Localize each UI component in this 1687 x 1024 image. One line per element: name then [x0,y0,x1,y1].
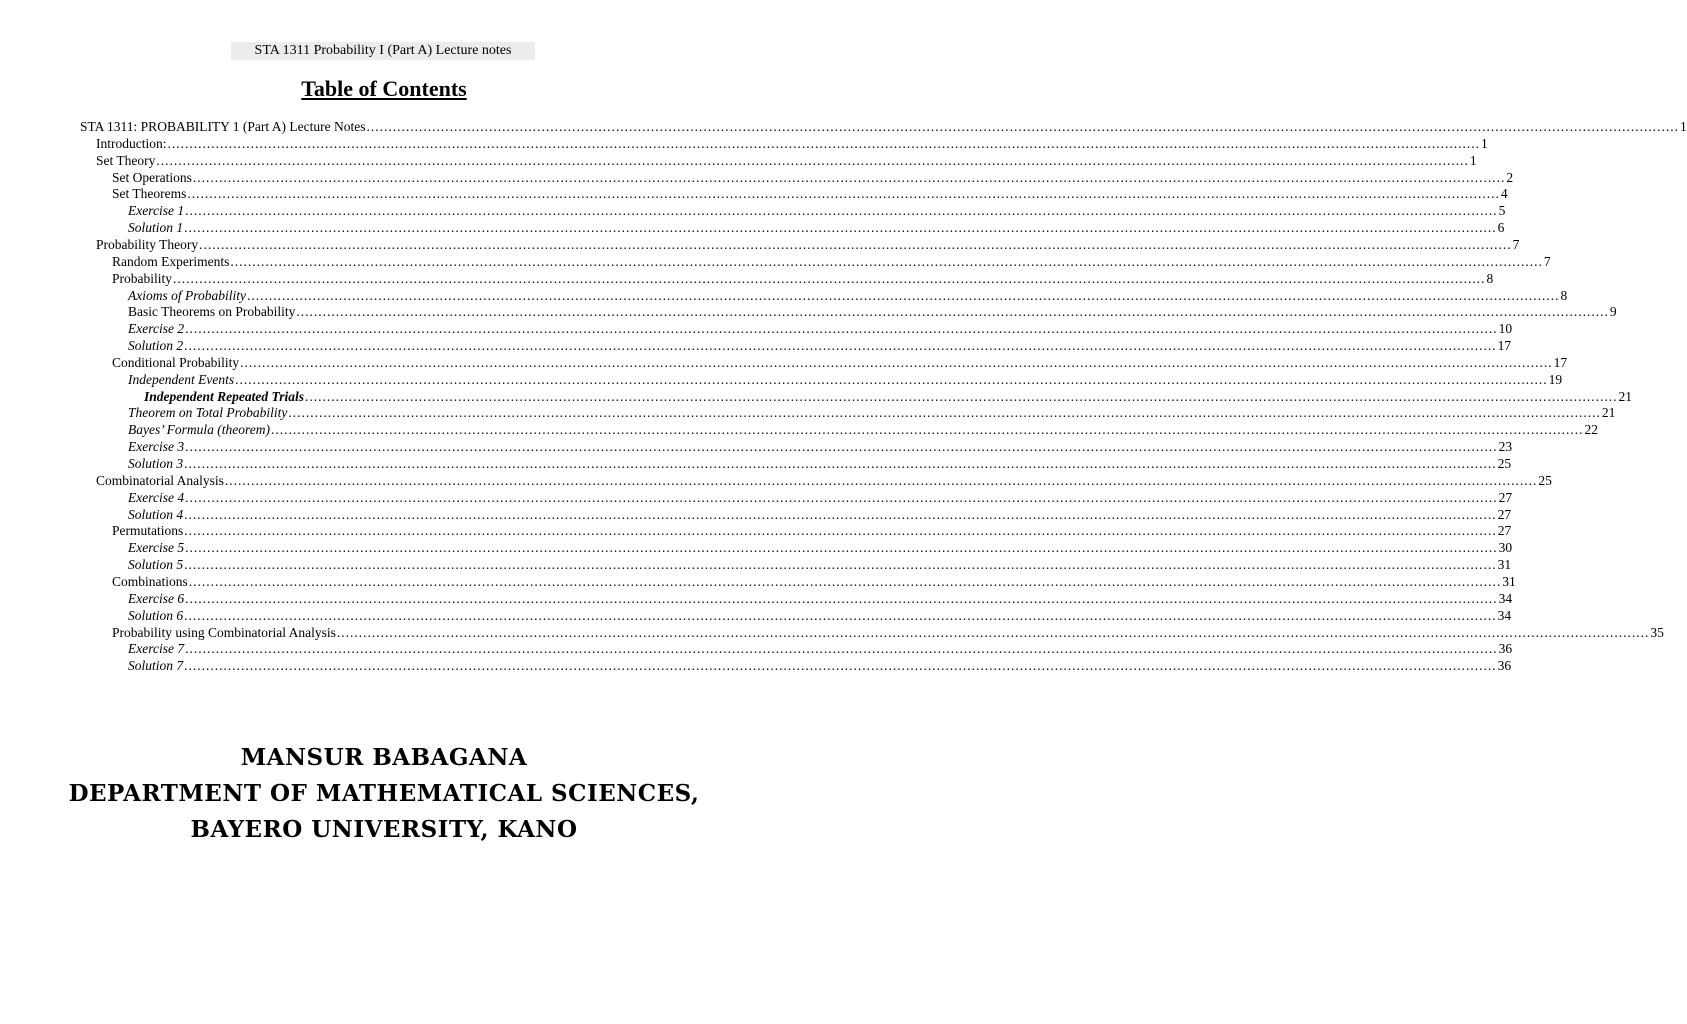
toc-entry-label: Exercise 3 [128,439,185,455]
toc-entry-label: Solution 6 [128,607,184,623]
toc-entry-label: Combinations [112,573,188,589]
toc-entry[interactable] [96,135,1488,152]
toc-dot-leader: ............................................................................................................................................................................................................................................................................................................ [156,152,1469,168]
toc-page-number: 1 [1481,135,1488,151]
toc-entry-label: Basic Theorems on Probability [128,304,296,320]
toc-entry-label: Exercise 6 [128,590,185,606]
toc-page-number: 25 [1497,456,1512,471]
toc-entry[interactable] [112,270,1494,287]
toc-entry-label: Axioms of Probability [128,287,246,303]
toc-entry[interactable] [112,169,1514,186]
toc-entry-label: Exercise 4 [128,489,185,505]
toc-entry-label: Exercise 1 [128,203,185,219]
toc-dot-leader: ............................................................................................................................................................................................................................................................................................................ [235,371,1548,387]
toc-entry[interactable] [112,354,1568,371]
toc-page-number: 1 [1680,119,1687,134]
toc-entry-label: Solution 3 [128,456,184,471]
toc-entry-label: Probability Theory [96,236,199,252]
running-header: STA 1311 Probability I (Part A) Lecture notes [231,42,535,60]
toc-entry[interactable] [96,472,1552,489]
toc-entry-label: Independent Events [128,371,235,387]
toc-entry-label: Solution 4 [128,506,184,522]
toc-entry[interactable] [112,522,1512,539]
toc-dot-leader: ............................................................................................................................................................................................................................................................................................................ [305,388,1618,404]
toc-page-number: 2 [1506,169,1514,185]
toc-entry[interactable] [128,556,1512,573]
toc-entry[interactable] [128,657,1512,674]
toc-dot-leader: ............................................................................................................................................................................................................................................................................................................ [192,169,1506,185]
toc-entry-label: Introduction: [96,135,167,151]
toc-dot-leader: ............................................................................................................................................................................................................................................................................................................ [184,557,1497,573]
toc-dot-leader: ............................................................................................................................................................................................................................................................................................................ [185,489,1498,505]
toc-dot-leader: ............................................................................................................................................................................................................................................................................................................ [185,321,1498,337]
toc-entry-label: Combinatorial Analysis [96,472,224,488]
toc-entry[interactable] [112,624,1664,641]
toc-entry[interactable] [128,607,1512,624]
toc-entry[interactable] [112,185,1508,202]
toc-page-number: 27 [1498,489,1513,505]
toc-dot-leader: ............................................................................................................................................................................................................................................................................................................ [188,573,1502,589]
toc-entry[interactable] [144,388,1632,405]
toc-page-number: 10 [1498,321,1513,337]
toc-page-number: 21 [1618,388,1632,404]
toc-entry-label: Conditional Probability [112,354,240,370]
toc-entry[interactable] [96,152,1477,169]
toc-entry-label: Exercise 2 [128,321,185,337]
toc-title: Table of Contents [301,76,467,101]
toc-page-number: 19 [1548,371,1563,387]
toc-entry-label: Theorem on Total Probability [128,405,288,421]
toc-dot-leader: ............................................................................................................................................................................................................................................................................................................ [336,624,1650,640]
toc-page-number: 23 [1498,439,1513,455]
toc-entry[interactable] [128,455,1512,472]
toc-dot-leader: ............................................................................................................................................................................................................................................................................................................ [366,119,1680,134]
toc-entry[interactable] [128,404,1616,421]
toc-page-number: 31 [1497,557,1512,573]
toc-dot-leader: ............................................................................................................................................................................................................................................................................................................ [247,287,1560,303]
toc-page-number: 8 [1486,270,1494,286]
toc-page-number: 17 [1553,354,1568,370]
toc-page-number: 36 [1498,641,1513,657]
toc-dot-leader: ............................................................................................................................................................................................................................................................................................................ [184,506,1497,522]
toc-dot-leader: ............................................................................................................................................................................................................................................................................................................ [184,523,1497,539]
toc-page-number: 34 [1497,607,1512,623]
author-department: DEPARTMENT OF MATHEMATICAL SCIENCES, [68,780,700,807]
toc-dot-leader: ............................................................................................................................................................................................................................................................................................................ [185,641,1498,657]
toc-entry-label: Set Theory [96,152,156,168]
toc-entry[interactable] [128,438,1513,455]
toc-page-number: 17 [1497,338,1512,354]
toc-dot-leader: ............................................................................................................................................................................................................................................................................................................ [240,354,1553,370]
author-name: MANSUR BABAGANA [240,744,528,771]
toc-entry-label: STA 1311: PROBABILITY 1 (Part A) Lecture Notes [80,119,366,134]
toc-entry[interactable] [128,337,1512,354]
toc-entry-label: Solution 5 [128,557,184,573]
toc-entry[interactable] [128,421,1598,438]
toc-dot-leader: ............................................................................................................................................................................................................................................................................................................ [230,253,1543,269]
toc-dot-leader: ............................................................................................................................................................................................................................................................................................................ [184,220,1497,236]
toc-page-number: 25 [1538,472,1552,488]
toc-entry-label: Exercise 7 [128,641,185,657]
toc-entry-label: Set Theorems [112,186,187,202]
toc-entry[interactable] [128,371,1563,388]
toc-dot-leader: ............................................................................................................................................................................................................................................................................................................ [184,338,1497,354]
author-block [0,740,768,848]
toc-entry[interactable] [128,489,1513,506]
toc-entry[interactable] [128,590,1513,607]
toc-dot-leader: ............................................................................................................................................................................................................................................................................................................ [224,472,1538,488]
toc-dot-leader: ............................................................................................................................................................................................................................................................................................................ [199,236,1512,252]
toc-page-number: 36 [1497,658,1512,674]
toc-page-number: 7 [1512,236,1520,252]
toc-entry-label: Permutations [112,523,184,539]
toc-entry[interactable] [128,320,1513,337]
toc-dot-leader: ............................................................................................................................................................................................................................................................................................................ [296,304,1609,320]
toc-entry-label: Solution 2 [128,338,184,354]
toc-entry[interactable] [128,303,1617,320]
toc-dot-leader: ............................................................................................................................................................................................................................................................................................................ [185,203,1498,219]
toc-page-number: 27 [1497,523,1512,539]
toc-dot-leader: ............................................................................................................................................................................................................................................................................................................ [167,135,1480,151]
toc-dot-leader: ............................................................................................................................................................................................................................................................................................................ [184,456,1497,471]
author-institution: BAYERO UNIVERSITY, KANO [190,816,578,843]
toc-entry-label: Exercise 5 [128,540,185,556]
toc-entry[interactable] [80,118,1687,135]
toc-dot-leader: ............................................................................................................................................................................................................................................................................................................ [185,439,1498,455]
toc-entry[interactable] [128,219,1505,236]
toc-entry[interactable] [128,640,1513,657]
toc-entry[interactable] [128,287,1568,304]
toc-dot-leader: ............................................................................................................................................................................................................................................................................................................ [288,405,1601,421]
toc-entry[interactable] [112,253,1551,270]
toc-entry-label: Probability using Combinatorial Analysis [112,624,336,640]
toc-page-number: 4 [1500,186,1508,202]
toc-page-number: 27 [1497,506,1512,522]
toc-dot-leader: ............................................................................................................................................................................................................................................................................................................ [184,658,1497,674]
toc-entry-label: Solution 1 [128,220,184,236]
toc-dot-leader: ............................................................................................................................................................................................................................................................................................................ [187,186,1500,202]
toc-dot-leader: ............................................................................................................................................................................................................................................................................................................ [173,270,1486,286]
toc-entry[interactable] [128,202,1506,219]
toc-page-number: 9 [1609,304,1617,320]
toc-page-number: 6 [1497,220,1505,236]
toc-page-number: 31 [1502,573,1516,589]
toc-page-number: 8 [1560,287,1568,303]
toc-page-number: 1 [1469,152,1477,168]
toc-page-number: 34 [1498,590,1513,606]
toc-page-number: 22 [1584,422,1598,438]
toc-page-number: 7 [1543,253,1551,269]
toc-entry-label: Solution 7 [128,658,184,674]
toc-entry-label: Independent Repeated Trials [144,388,304,404]
toc-entry-label: Set Operations [112,169,192,185]
toc-dot-leader: ............................................................................................................................................................................................................................................................................................................ [184,607,1497,623]
toc-entry[interactable] [112,573,1516,590]
toc-entry-label: Bayes’ Formula (theorem) [128,422,270,438]
toc-entry[interactable] [96,236,1520,253]
toc-entry[interactable] [128,539,1513,556]
toc-entry-label: Probability [112,270,172,286]
toc-entry[interactable] [128,506,1512,523]
toc-dot-leader: ............................................................................................................................................................................................................................................................................................................ [270,422,1584,438]
toc-page-number: 30 [1498,540,1513,556]
toc-dot-leader: ............................................................................................................................................................................................................................................................................................................ [185,590,1498,606]
toc-dot-leader: ............................................................................................................................................................................................................................................................................................................ [185,540,1498,556]
toc-page-number: 21 [1601,405,1616,421]
toc-page-number: 5 [1498,203,1506,219]
toc-page-number: 35 [1650,624,1664,640]
toc-entry-label: Random Experiments [112,253,230,269]
